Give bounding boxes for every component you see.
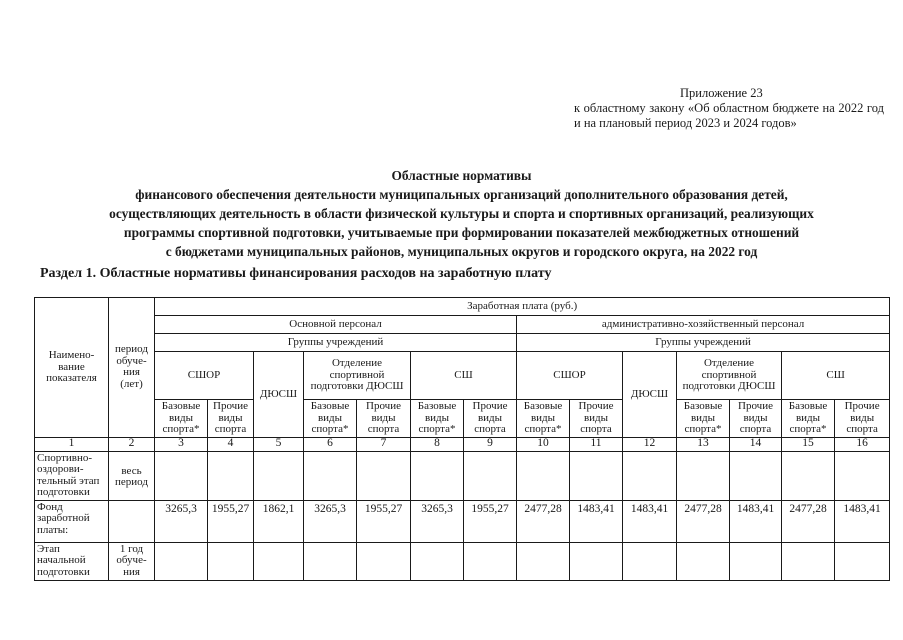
col-number: 13	[677, 437, 730, 451]
col-number: 9	[464, 437, 517, 451]
table-row	[35, 542, 890, 580]
value-cell	[782, 451, 835, 500]
norms-table	[34, 297, 890, 581]
value-cell: 3265,3	[304, 500, 357, 542]
header-row-staff	[35, 316, 890, 334]
col-number: 6	[304, 437, 357, 451]
header-groups-main: Группы учреждений	[155, 334, 517, 352]
col-number: 15	[782, 437, 835, 451]
col-number: 16	[835, 437, 890, 451]
header-indicator: Наимено-вание показателя	[35, 298, 109, 438]
value-cell: 2477,28	[677, 500, 730, 542]
header-period: период обуче-ния (лет)	[109, 298, 155, 438]
table-row	[35, 500, 890, 542]
header-salary: Заработная плата (руб.)	[155, 298, 890, 316]
group-otdel-main: Отделение спортивной подготовки ДЮСШ	[304, 352, 411, 400]
sub-basic: Базовые виды спорта*	[304, 400, 357, 438]
group-ssh-admin: СШ	[782, 352, 890, 400]
value-cell	[155, 542, 208, 580]
sub-basic: Базовые виды спорта*	[782, 400, 835, 438]
sub-basic: Базовые виды спорта*	[517, 400, 570, 438]
row-name: Фонд заработной платы:	[35, 500, 109, 542]
value-cell	[835, 542, 890, 580]
value-cell	[835, 451, 890, 500]
sub-other: Прочие виды спорта	[208, 400, 254, 438]
value-cell	[254, 451, 304, 500]
sub-basic: Базовые виды спорта*	[411, 400, 464, 438]
group-dyussh-main: ДЮСШ	[254, 352, 304, 438]
value-cell: 2477,28	[782, 500, 835, 542]
title-line-3: осуществляющих деятельность в области физической культуры и спорта и спортивных организаций, реализующих	[109, 206, 814, 221]
value-cell: 1955,27	[208, 500, 254, 542]
value-cell: 1483,41	[730, 500, 782, 542]
row-name: Этап начальной подготовки	[35, 542, 109, 580]
col-number: 11	[570, 437, 623, 451]
value-cell	[623, 542, 677, 580]
row-period: весь период	[109, 451, 155, 500]
sub-other: Прочие виды спорта	[730, 400, 782, 438]
value-cell	[570, 451, 623, 500]
header-admin-staff: административно-хозяйственный персонал	[517, 316, 890, 334]
sub-other: Прочие виды спорта	[464, 400, 517, 438]
sub-other: Прочие виды спорта	[357, 400, 411, 438]
value-cell	[570, 542, 623, 580]
sub-other: Прочие виды спорта	[835, 400, 890, 438]
row-period: 1 год обуче-ния	[109, 542, 155, 580]
value-cell: 2477,28	[517, 500, 570, 542]
table-row	[35, 451, 890, 500]
col-number: 4	[208, 437, 254, 451]
appendix-note	[574, 86, 884, 131]
value-cell: 1483,41	[570, 500, 623, 542]
value-cell: 1955,27	[464, 500, 517, 542]
value-cell	[357, 542, 411, 580]
value-cell	[304, 542, 357, 580]
value-cell	[623, 451, 677, 500]
col-number: 8	[411, 437, 464, 451]
value-cell	[357, 451, 411, 500]
sub-basic: Базовые виды спорта*	[677, 400, 730, 438]
title-line-2: финансового обеспечения деятельности муниципальных организаций дополнительного образования детей,	[135, 187, 788, 202]
group-dyussh-admin: ДЮСШ	[623, 352, 677, 438]
col-number: 5	[254, 437, 304, 451]
title-line-1: Областные нормативы	[391, 168, 532, 183]
value-cell	[730, 542, 782, 580]
row-period	[109, 500, 155, 542]
section-title: Раздел 1. Областные нормативы финансирования расходов на заработную плату	[40, 266, 552, 281]
header-row-salary	[35, 298, 890, 316]
col-number: 12	[623, 437, 677, 451]
row-name: Спортивно-оздорови-тельный этап подготовки	[35, 451, 109, 500]
value-cell: 3265,3	[155, 500, 208, 542]
col-number: 1	[35, 437, 109, 451]
value-cell	[155, 451, 208, 500]
appendix-number: Приложение 23	[680, 86, 763, 100]
header-groups-admin: Группы учреждений	[517, 334, 890, 352]
document-title	[40, 166, 883, 261]
column-number-row	[35, 437, 890, 451]
value-cell	[411, 542, 464, 580]
value-cell	[464, 451, 517, 500]
value-cell: 1955,27	[357, 500, 411, 542]
value-cell: 1862,1	[254, 500, 304, 542]
value-cell	[254, 542, 304, 580]
header-main-staff: Основной персонал	[155, 316, 517, 334]
group-sshor-admin: СШОР	[517, 352, 623, 400]
col-number: 2	[109, 437, 155, 451]
header-row-groups	[35, 352, 890, 400]
value-cell: 1483,41	[835, 500, 890, 542]
header-row-groups-label	[35, 334, 890, 352]
value-cell	[208, 542, 254, 580]
header-row-sub	[35, 400, 890, 438]
appendix-text: к областному закону «Об областном бюджете на 2022 год и на плановый период 2023 и 2024 годов»	[574, 101, 884, 130]
group-ssh-main: СШ	[411, 352, 517, 400]
value-cell	[677, 542, 730, 580]
group-sshor-main: СШОР	[155, 352, 254, 400]
value-cell	[208, 451, 254, 500]
col-number: 14	[730, 437, 782, 451]
value-cell: 3265,3	[411, 500, 464, 542]
col-number: 7	[357, 437, 411, 451]
value-cell	[517, 451, 570, 500]
col-number: 3	[155, 437, 208, 451]
title-line-5: с бюджетами муниципальных районов, муниципальных округов и городского округа, на 2022 год	[165, 244, 758, 259]
sub-basic: Базовые виды спорта*	[155, 400, 208, 438]
value-cell	[782, 542, 835, 580]
col-number: 10	[517, 437, 570, 451]
value-cell	[677, 451, 730, 500]
value-cell	[464, 542, 517, 580]
value-cell	[411, 451, 464, 500]
value-cell	[517, 542, 570, 580]
sub-other: Прочие виды спорта	[570, 400, 623, 438]
value-cell: 1483,41	[623, 500, 677, 542]
value-cell	[730, 451, 782, 500]
title-line-4: программы спортивной подготовки, учитываемые при формировании показателей межбюджетных отношений	[123, 225, 800, 240]
group-otdel-admin: Отделение спортивной подготовки ДЮСШ	[677, 352, 782, 400]
value-cell	[304, 451, 357, 500]
